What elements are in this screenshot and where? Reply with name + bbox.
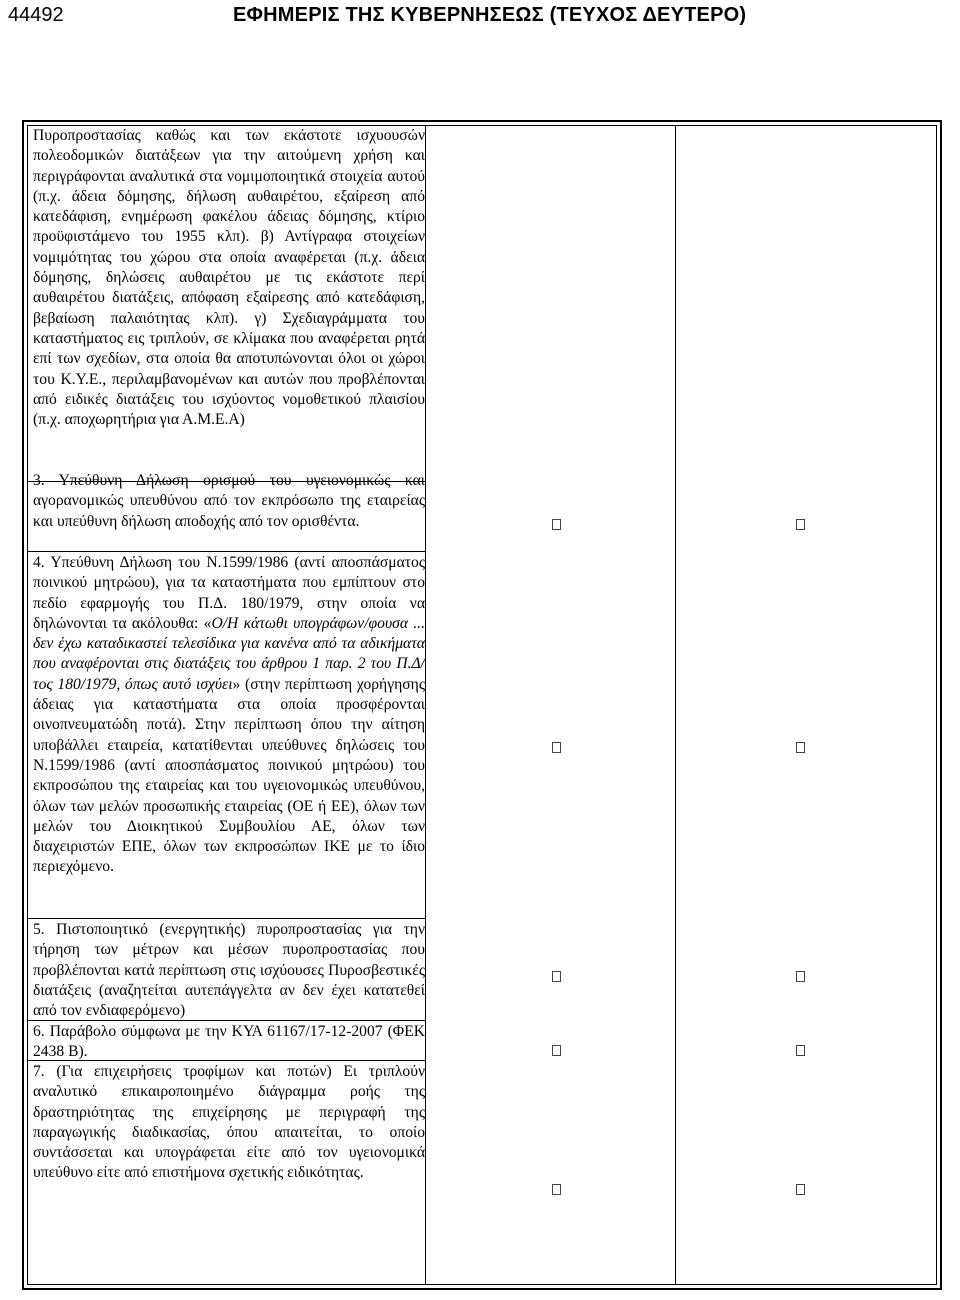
checkbox-item-3-col-2[interactable]: [796, 519, 805, 530]
checkbox-item-7-col-2[interactable]: [796, 1184, 805, 1195]
document-item-6: 6. Παράβολο σύμφωνα με την ΚΥΑ 61167/17-12-2007 (ΦΕΚ 2438 Β).: [33, 1023, 425, 1061]
checkbox-item-5-col-2[interactable]: [796, 971, 805, 982]
item-4-text: 4. Υπεύθυνη Δήλωση του Ν.1599/1986 (αντί αποσπάσματος ποινικού μητρώου), για τα καταστήματα που εμπίπτουν στο πεδίο εφαρμογής του Π.Δ. 180/1979, στην οποία να δηλώνονται τα ακόλουθα: «: [33, 554, 425, 632]
checkbox-item-5-col-1[interactable]: [552, 971, 561, 982]
row-divider-3: [28, 918, 425, 919]
checkbox-item-6-col-2[interactable]: [796, 1045, 805, 1056]
document-table: [22, 120, 942, 1290]
document-item-7: 7. (Για επιχειρήσεις τροφίμων και ποτών) Ει τριπλούν αναλυτικό επικαιροποιημένο διάγραμμα ροής της δραστηριότητας της επιχείρησης με περιγραφή της παραγωγικής διαδικασίας, όπου απαιτείται, το οποίο συντάσσεται και υπογράφεται είτε από τον υγειονομικά υπεύθυνο είτε από επιστήμονα σχετικής ειδικότητας.: [33, 1063, 425, 1182]
checkbox-item-3-col-1[interactable]: [552, 519, 561, 530]
document-item-5: 5. Πιστοποιητικό (ενεργητικής) πυροπροστασίας για την τήρηση των μέτρων και μέσων πυροπροστασίας που προβλέπονται κατά περίπτωση στις ισχύουσες Πυροσβεστικές διατάξεις (αναζητείται αυτεπάγγελτα αν δεν έχει κατατεθεί από τον ενδιαφερόμενο): [33, 921, 425, 1020]
column-divider-1: [425, 126, 426, 1284]
checkbox-item-6-col-1[interactable]: [552, 1045, 561, 1056]
page-header: [8, 4, 948, 28]
checkbox-item-7-col-1[interactable]: [552, 1184, 561, 1195]
item-4-text-continued: » (στην περίπτωση χορήγησης άδειας για καταστήματα στα οποία προσφέρονται οινοπνευματώδη ποτά). Στην περίπτωση όπου την αίτηση υποβάλλει εταιρεία, κατατίθενται υπεύθυνες δηλώσεις του Ν.1599/1986 (αντί αποσπάσματος ποινικού μητρώου) του εκπροσώπου της εταιρείας και του υγειονομικώς υπευθύνου, όλων των μελών προσωπικής εταιρείας (ΟΕ ή ΕΕ), όλων των μελών του Διοικητικού Συμβουλίου ΑΕ, όλων των διαχειριστών ΕΠΕ, όλων των εκπροσώπων ΙΚΕ με το ίδιο περιεχόμενο.: [33, 675, 425, 876]
item-4-declaration-quote: Ο/Η κάτωθι υπογράφων/φουσα ... δεν έχω καταδικαστεί τελεσίδικα για κανένα από τα αδικήματα που αναφέρονται στις διατάξεις του άρθρου 1 παρ. 2 του Π.Δ/τος 180/1979, όπως αυτό ισχύει: [33, 614, 425, 693]
table-inner: [27, 125, 937, 1285]
document-item-4: [33, 553, 425, 878]
row-divider-2: [28, 551, 425, 552]
document-item-2: Πυροπροστασίας καθώς και των εκάστοτε ισχυουσών πολεοδομικών διατάξεων για την αιτούμενη χρήση και περιγράφονται αναλυτικά στα νομιμοποιητικά στοιχεία αυτού (π.χ. άδεια δόμησης, δήλωση αυθαιρέτου, εξαίρεση από κατεδάφιση, ενημέρωση φακέλου άδειας δόμησης, κτίριο προϋφιστάμενο του 1955 κλπ). β) Αντίγραφα στοιχείων νομιμότητας του χώρου στα οποία αναφέρεται (π.χ. άδεια δόμησης, δηλώσεις αυθαιρέτου με τις εκάστοτε περί αυθαιρέτου διατάξεις, απόφαση εξαίρεσης από κατεδάφιση, βεβαίωση παλαιότητας κλπ). γ) Σχεδιαγράμματα του καταστήματος εις τριπλούν, σε κλίμακα που αναφέρεται ρητά επί των σχεδίων, στα οποία θα αποτυπώνονται όλοι οι χώροι του Κ.Υ.Ε., περιλαμβανομένων και αυτών που προβλέπονται από ειδικές διατάξεις του ισχύοντος νομοθετικού πλαισίου (π.χ. αποχωρητήρια για Α.Μ.Ε.Α): [33, 127, 425, 429]
checkbox-item-4-col-1[interactable]: [552, 742, 561, 753]
checkbox-item-4-col-2[interactable]: [796, 742, 805, 753]
page-number: 44492: [8, 4, 64, 26]
document-item-3: 3. Υπεύθυνη Δήλωση ορισμού του υγειονομικώς και αγορανομικώς υπευθύνου από τον εκπρόσωπο της εταιρείας και υπεύθυνη δήλωση αποδοχής από τον ορισθέντα.: [33, 472, 425, 530]
column-divider-2: [675, 126, 676, 1284]
gazette-title: ΕΦΗΜΕΡΙΣ ΤΗΣ ΚΥΒΕΡΝΗΣΕΩΣ (ΤΕΥΧΟΣ ΔΕΥΤΕΡΟ): [233, 4, 747, 26]
